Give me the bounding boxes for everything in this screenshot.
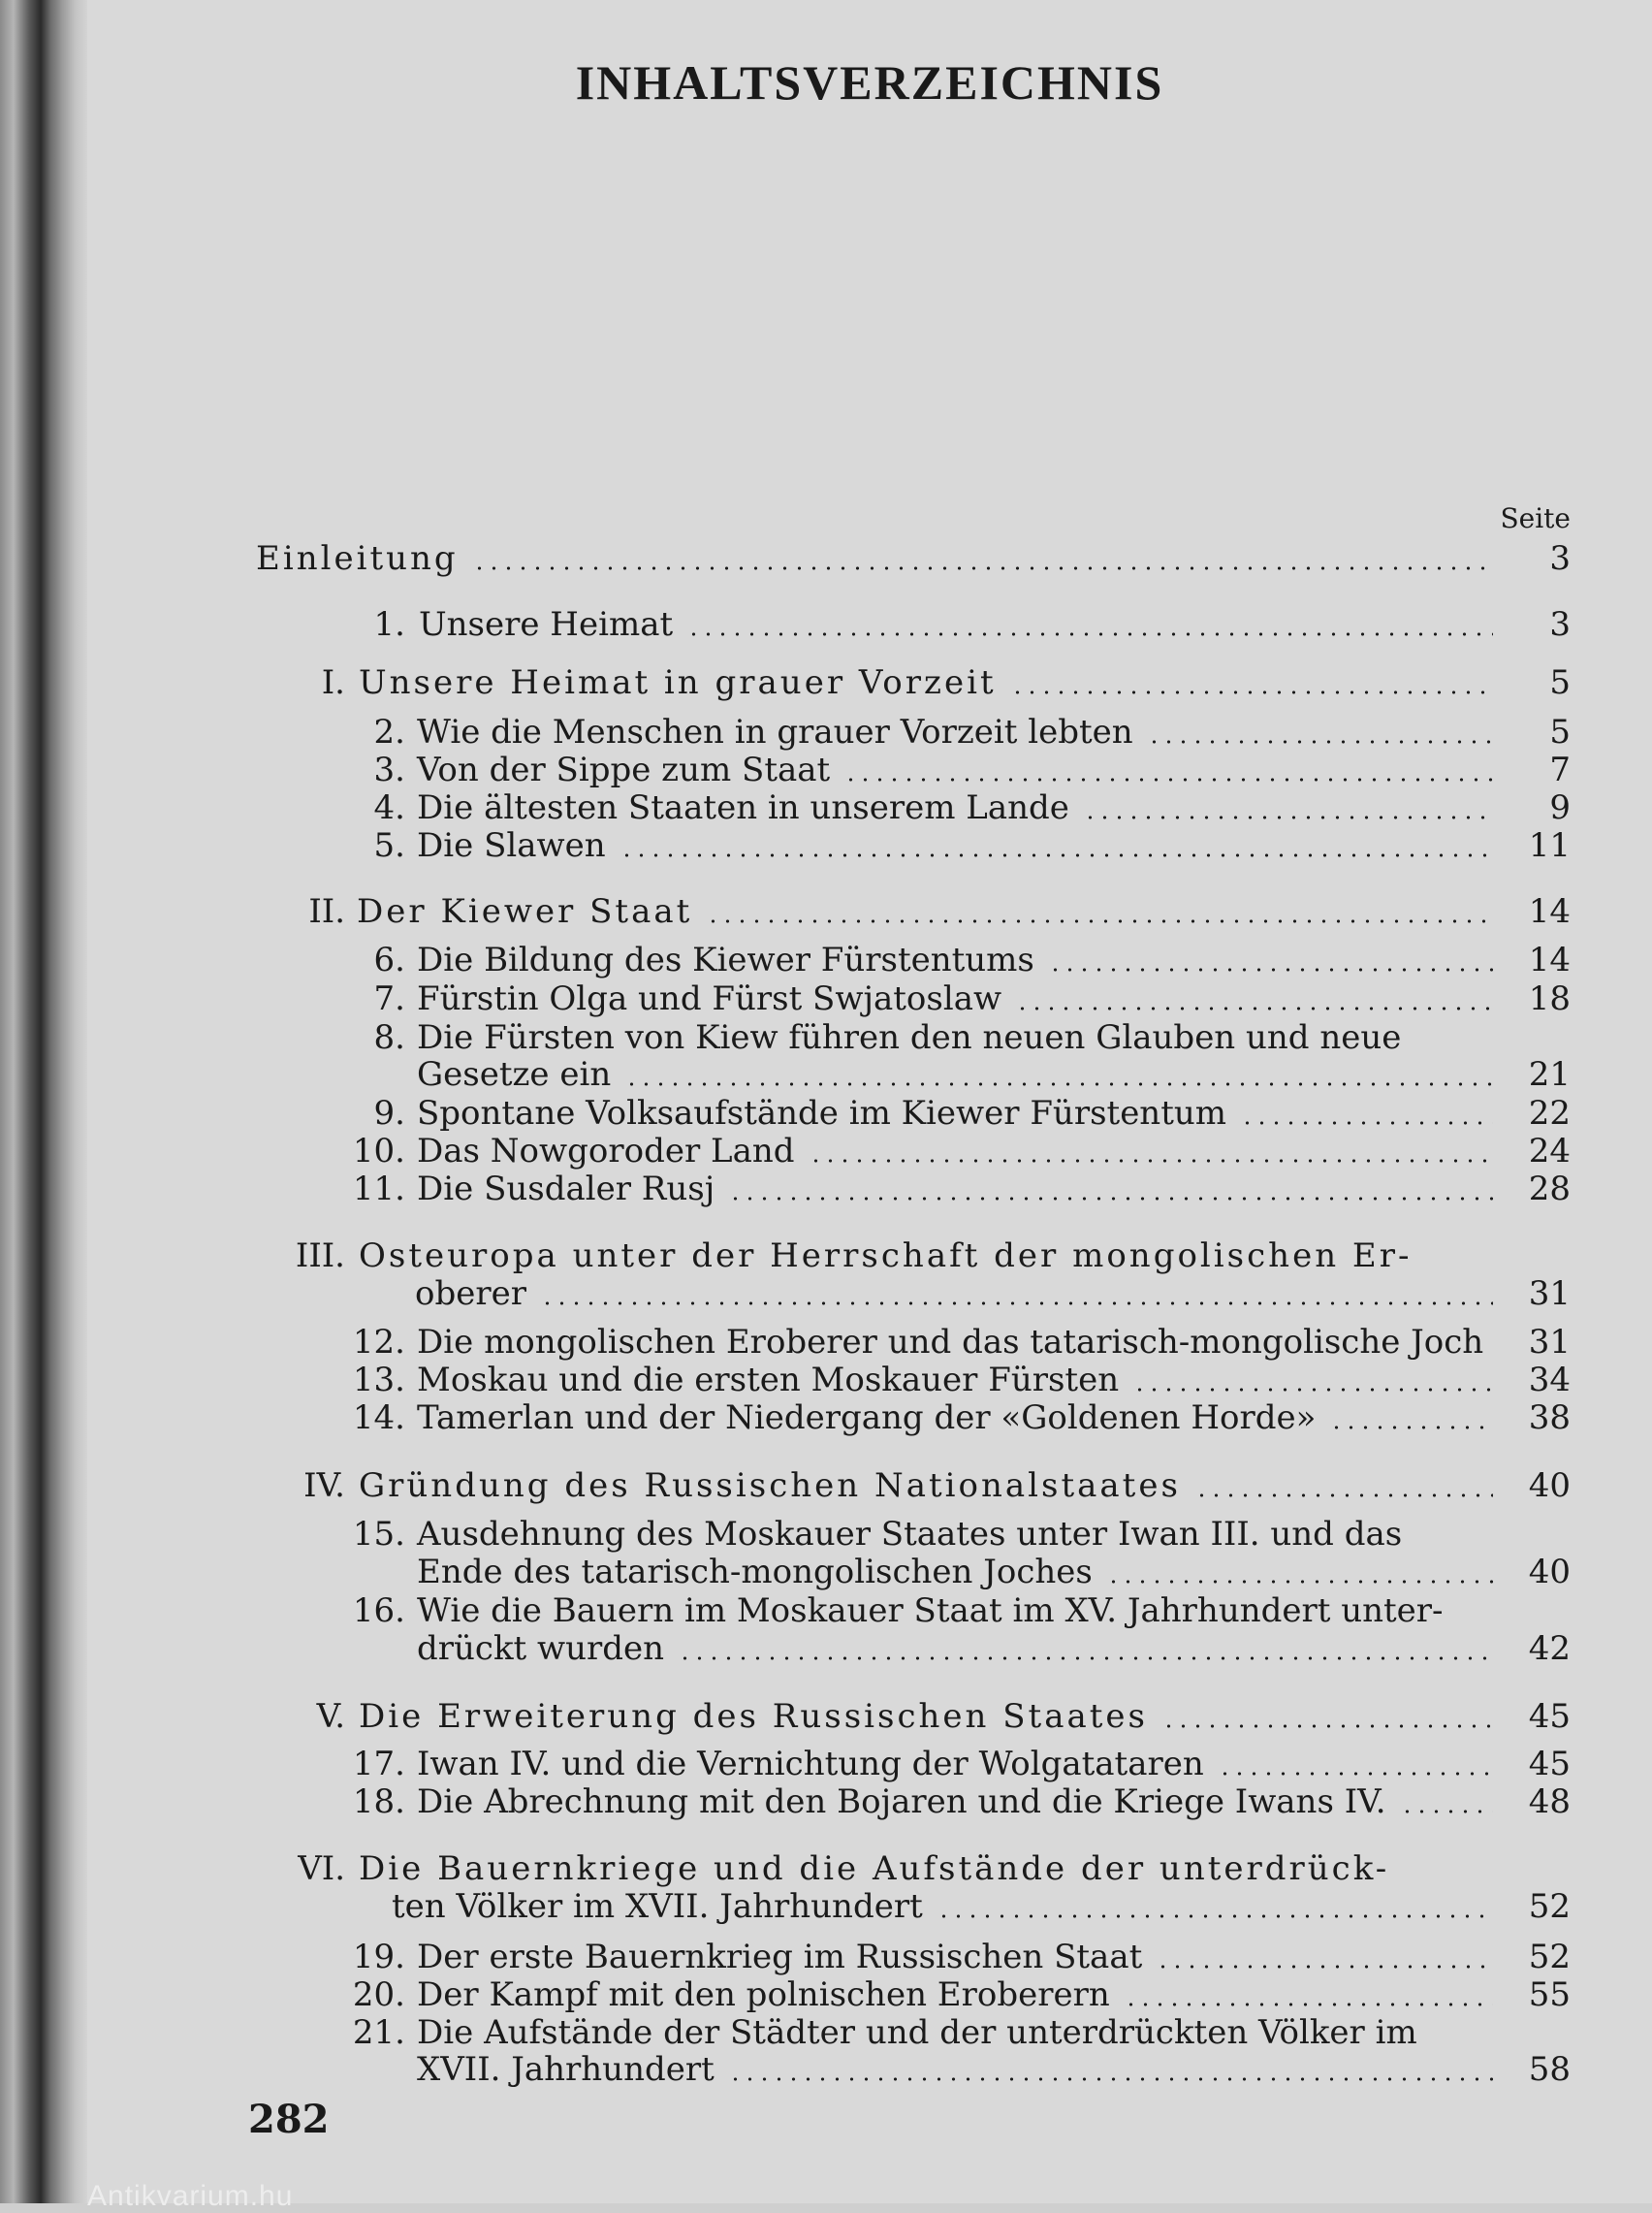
toc-entry-number: 15. [352, 1515, 405, 1554]
toc-entry [0, 1591, 1652, 1630]
toc-entry-number: 16. [352, 1591, 405, 1630]
toc-entry-title: Unsere Heimat in grauer Vorzeit [359, 663, 997, 702]
toc-entry [0, 1887, 1652, 1926]
toc-entry-title: Der Kiewer Staat [357, 892, 693, 931]
toc-entry [0, 1515, 1652, 1554]
toc-entry-number: II. [308, 892, 345, 931]
dot-leader [1010, 689, 1493, 696]
toc-chapter-entry [0, 1466, 1652, 1505]
toc-entry-number: IV. [303, 1466, 345, 1505]
toc-entry [0, 1782, 1652, 1821]
dot-leader [678, 1654, 1493, 1662]
toc-entry-title: ten Völker im XVII. Jahrhundert [392, 1887, 923, 1926]
toc-entry [0, 2013, 1652, 2052]
toc-entry-title: Die Abrechnung mit den Bojaren und die Kriege Iwans IV. [417, 1782, 1386, 1821]
toc-entry-page: 3 [1549, 539, 1571, 578]
toc-entry-title: Ausdehnung des Moskauer Staates unter Iwan III. und das [417, 1515, 1403, 1554]
toc-entry-number: 13. [352, 1361, 405, 1399]
toc-entry-number: 8. [373, 1018, 405, 1057]
toc-entry-number: III. [295, 1236, 345, 1275]
toc-entry-title: Gründung des Russischen Nationalstaates [359, 1466, 1181, 1505]
toc-entry-title: Spontane Volksaufstände im Kiewer Fürstentum [417, 1094, 1227, 1133]
toc-entry-number: 9. [373, 1094, 405, 1133]
toc-entry-page: 45 [1528, 1745, 1571, 1783]
toc-entry [0, 713, 1652, 752]
watermark: Antikvarium.hu [87, 2180, 294, 2212]
toc-entry-page: 14 [1528, 941, 1571, 979]
toc-entry-page: 42 [1528, 1629, 1571, 1668]
toc-entry-page: 11 [1528, 826, 1571, 865]
toc-entry-number: 19. [352, 1938, 405, 1976]
toc-entry [0, 1553, 1652, 1591]
toc-entry-page: 40 [1528, 1553, 1571, 1591]
page-title: INHALTSVERZEICHNIS [575, 55, 1164, 110]
toc-entry-number: 18. [352, 1782, 405, 1821]
toc-chapter-entry [0, 892, 1652, 931]
toc-entry-title: Von der Sippe zum Staat [417, 751, 831, 789]
toc-entry-number: 7. [373, 979, 405, 1018]
toc-entry-number: 14. [352, 1398, 405, 1437]
dot-leader [1147, 738, 1493, 746]
toc-entry-title: Die Slawen [417, 826, 606, 865]
toc-entry-page: 40 [1528, 1466, 1571, 1505]
toc-entry-number: 12. [352, 1323, 405, 1362]
toc-chapter-entry [0, 1697, 1652, 1736]
toc-entry-page: 58 [1528, 2050, 1571, 2089]
toc-entry-title: Die Erweiterung des Russischen Staates [359, 1697, 1148, 1736]
toc-entry-page: 38 [1528, 1398, 1571, 1437]
toc-entry [0, 826, 1652, 865]
toc-entry-title: Moskau und die ersten Moskauer Fürsten [417, 1361, 1120, 1399]
toc-entry-page: 52 [1528, 1938, 1571, 1976]
dot-leader [1083, 814, 1493, 821]
dot-leader [686, 630, 1493, 638]
dot-leader [1240, 1119, 1493, 1127]
toc-entry [0, 1274, 1652, 1313]
toc-entry-title: Tamerlan und der Niedergang der «Goldenen Horde» [417, 1398, 1317, 1437]
toc-entry-title: Der Kampf mit den polnischen Eroberern [417, 1975, 1110, 2014]
toc-entry-page: 48 [1528, 1782, 1571, 1821]
toc-entry-title: Gesetze ein [417, 1055, 612, 1094]
toc-entry-page: 45 [1528, 1697, 1571, 1736]
toc-entry-page: 5 [1549, 713, 1571, 752]
toc-entry-number: 21. [352, 2013, 405, 2052]
toc-entry [0, 1398, 1652, 1437]
dot-leader [843, 776, 1493, 784]
toc-entry [0, 788, 1652, 827]
toc-entry [0, 1361, 1652, 1399]
dot-leader [540, 1299, 1493, 1307]
toc-entry-number: VI. [298, 1849, 345, 1888]
dot-leader [1015, 1005, 1493, 1012]
toc-entry-page: 21 [1528, 1055, 1571, 1094]
dot-leader [706, 917, 1493, 925]
toc-entry-title: Der erste Bauernkrieg im Russischen Staat [417, 1938, 1143, 1976]
toc-entry-page: 28 [1528, 1170, 1571, 1208]
toc-entry [0, 1323, 1652, 1362]
dot-leader [1106, 1578, 1493, 1586]
toc-entry [0, 1132, 1652, 1171]
toc-entry-page: 52 [1528, 1887, 1571, 1926]
toc-entry-title: Die Bildung des Kiewer Fürstentums [417, 941, 1034, 979]
toc-entry [0, 751, 1652, 789]
toc-entry-title: Die Aufstände der Städter und der unterdrückten Völker im [417, 2013, 1417, 2052]
dot-leader [1329, 1424, 1493, 1431]
toc-entry-title: Unsere Heimat [419, 605, 674, 644]
toc-entry [0, 1745, 1652, 1783]
dot-leader [1161, 1722, 1493, 1730]
toc-entry-number: 11. [352, 1170, 405, 1208]
toc-entry [0, 605, 1652, 644]
toc-entry-page: 55 [1528, 1975, 1571, 2014]
toc-entry-page: 7 [1549, 751, 1571, 789]
dot-leader [728, 1195, 1493, 1203]
toc-entry-title: Einleitung [256, 539, 459, 578]
toc-entry-title: Das Nowgoroder Land [417, 1132, 795, 1171]
toc-entry [0, 1975, 1652, 2014]
dot-leader [1132, 1386, 1493, 1394]
toc-entry [0, 979, 1652, 1018]
page-number: 282 [248, 2097, 330, 2142]
toc-entry-page: 3 [1549, 605, 1571, 644]
toc-entry-title: Wie die Bauern im Moskauer Staat im XV. Jahrhundert unter- [417, 1591, 1444, 1630]
toc-entry-title: Ende des tatarisch-mongolischen Joches [417, 1553, 1093, 1591]
toc-entry-page: 14 [1528, 892, 1571, 931]
toc-entry-number: 17. [352, 1745, 405, 1783]
page-column-label: Seite [1500, 502, 1571, 534]
toc-entry-page: 31 [1528, 1323, 1571, 1362]
toc-introduction-entry [0, 539, 1652, 578]
dot-leader [1048, 966, 1493, 974]
dot-leader [624, 1080, 1493, 1088]
toc-chapter-entry [0, 663, 1652, 702]
toc-entry-number: 3. [373, 751, 405, 789]
dot-leader [1218, 1770, 1493, 1778]
toc-entry-page: 34 [1528, 1361, 1571, 1399]
toc-entry [0, 1018, 1652, 1057]
toc-entry-number: V. [316, 1697, 345, 1736]
toc-entry-page: 22 [1528, 1094, 1571, 1133]
toc-entry-number: 20. [352, 1975, 405, 2014]
toc-entry [0, 941, 1652, 979]
toc-entry [0, 1629, 1652, 1668]
dot-leader [1124, 2001, 1493, 2008]
toc-chapter-entry [0, 1236, 1652, 1275]
toc-entry-number: 1. [373, 605, 405, 644]
toc-entry-title: oberer [415, 1274, 526, 1313]
toc-entry-title: Osteuropa unter der Herrschaft der mongolischen Er- [359, 1236, 1413, 1275]
toc-entry-number: 5. [373, 826, 405, 865]
toc-entry-title: Die Fürsten von Kiew führen den neuen Glauben und neue [417, 1018, 1402, 1057]
toc-entry-page: 9 [1549, 788, 1571, 827]
dot-leader [620, 851, 1493, 859]
toc-entry-title: Die Bauernkriege und die Aufstände der unterdrück- [359, 1849, 1390, 1888]
toc-entry-page: 31 [1528, 1274, 1571, 1313]
toc-entry-page: 24 [1528, 1132, 1571, 1171]
dot-leader [809, 1157, 1493, 1165]
dot-leader [1156, 1963, 1493, 1971]
toc-entry-number: 10. [352, 1132, 405, 1171]
toc-entry-number: 2. [373, 713, 405, 752]
toc-entry-title: drückt wurden [417, 1629, 665, 1668]
dot-leader [472, 564, 1493, 572]
toc-entry [0, 1055, 1652, 1094]
toc-entry-title: Die Susdaler Rusj [417, 1170, 715, 1208]
toc-entry-page: 18 [1528, 979, 1571, 1018]
toc-entry-title: Fürstin Olga und Fürst Swjatoslaw [417, 979, 1002, 1018]
toc-entry-title: Die mongolischen Eroberer und das tatarisch-mongolische Joch [417, 1323, 1484, 1362]
dot-leader [728, 2075, 1493, 2083]
toc-entry-title: Iwan IV. und die Vernichtung der Wolgatataren [417, 1745, 1204, 1783]
toc-entry [0, 1094, 1652, 1133]
toc-entry-title: XVII. Jahrhundert [417, 2050, 715, 2089]
toc-entry-number: 4. [373, 788, 405, 827]
toc-entry [0, 1938, 1652, 1976]
toc-entry-number: 6. [373, 941, 405, 979]
toc-entry [0, 2050, 1652, 2089]
toc-entry [0, 1170, 1652, 1208]
toc-chapter-entry [0, 1849, 1652, 1888]
dot-leader [937, 1912, 1493, 1920]
toc-entry-page: 5 [1549, 663, 1571, 702]
toc-entry-title: Wie die Menschen in grauer Vorzeit lebten [417, 713, 1133, 752]
toc-entry-number: I. [321, 663, 345, 702]
toc-entry-title: Die ältesten Staaten in unserem Lande [417, 788, 1069, 827]
dot-leader [1194, 1491, 1493, 1499]
